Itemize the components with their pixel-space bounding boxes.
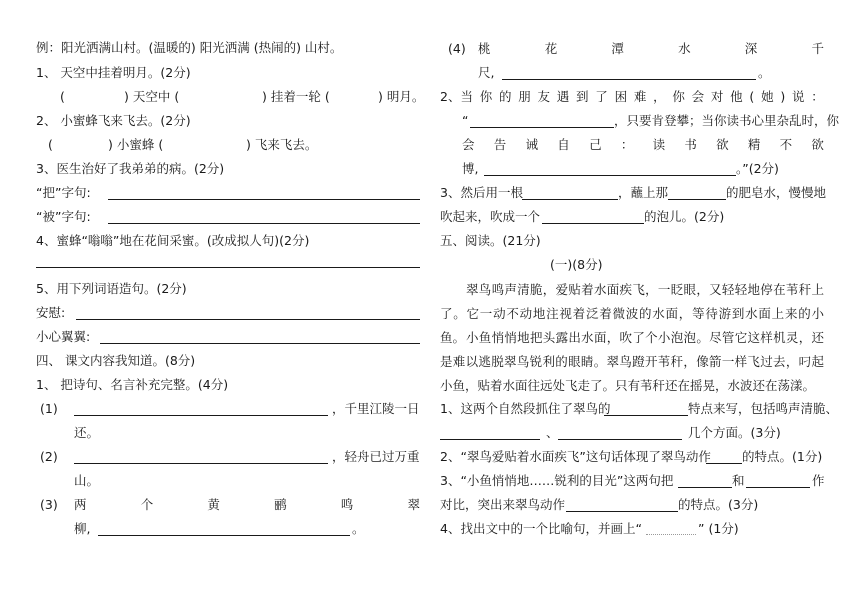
r4-char: 桃 [478,41,491,56]
poem3-char: 个 [140,497,154,512]
poem1-cont: 还。 [74,425,100,440]
rq2-char: ： [620,137,634,152]
rq2-end: 。”(2分) [736,161,779,176]
poem1-blank[interactable] [74,415,328,416]
rq-r1-blank1[interactable] [604,415,688,416]
rq2-char: 他 [730,89,743,104]
poem3-cont: 柳, [74,521,91,536]
r4-char: 花 [544,41,558,56]
q2-paren-open: ( [48,137,53,152]
r4-line [478,41,824,57]
rq3-blank1[interactable] [522,199,618,200]
poem2-num: (2) [40,449,58,464]
q2-title: 2、 小蜜蜂飞来飞去。(2分) [36,113,191,128]
rq2-char: 朋 [518,89,531,104]
q5-word2-blank[interactable] [100,343,420,344]
rq2-char: 2、当 [440,89,473,104]
section5-title: 五、阅读。(21分) [440,233,541,248]
q3-ba-label: “把”字句: [36,185,91,200]
q1-paren-open: ( [60,89,65,104]
rq-r1-blank3[interactable] [558,439,682,440]
rq2-char: 她 [761,89,774,104]
rq2-char: 诫 [525,137,539,152]
rq-r3-t2: 和 [732,473,745,488]
q1-title: 1、 天空中挂着明月。(2分) [36,65,191,80]
q3-ba-blank[interactable] [108,199,420,200]
rq2-char: 困 [614,89,628,104]
rq-r3-t1: 3、“小鱼悄悄地……锐利的目光”这两句把 [440,473,674,488]
rq2-char: 对 [710,89,724,104]
q2-text-b: ) 飞来飞去。 [246,137,318,152]
poem2-cont: 山。 [74,473,100,488]
poem3-line [74,497,420,513]
rq-r4-t2: ” (1分) [698,521,739,536]
poem3-char: 黄 [207,497,220,512]
r4-end: 。 [758,65,771,80]
rq2-char: 读 [652,137,666,152]
poem2-blank[interactable] [74,463,328,464]
rq3-t4: 吹起来，吹成一个 [440,209,541,224]
rq2-open-quote: “ [462,113,469,128]
rq-r1-t3: 、 [546,425,559,440]
poem3-char: 鸣 [340,497,354,512]
poem3-char: 鹂 [274,497,287,512]
rq2-char: 己 [589,137,602,152]
rq2-char: 会 [462,137,475,152]
rq2-line1 [440,89,824,105]
poem3-char: 翠 [407,497,420,512]
rq2-char: 欲 [716,137,729,152]
rq2-char: 说 [791,89,805,104]
rq-r1-blank2[interactable] [440,439,540,440]
rq2-char: 了 [595,89,608,104]
rq2-char: 的 [498,89,512,104]
poem3-end: 。 [352,521,365,536]
rq2-char: 遇 [556,89,570,104]
passage-paragraph-2: 小鱼悄悄地把头露出水面，吹了个小泡泡。尽管它这样机灵，还是难以逃脱翠鸟锐利的眼睛。翠鸟蹬开苇秆，像箭一样飞过去，叼起小鱼，贴着水面往远处飞走了。只有苇秆还在摇晃，水波还在荡漾。 [440,330,824,393]
poem3-char: 两 [74,497,87,512]
rq2-line3 [462,137,824,153]
rq2-char: 欲 [811,137,824,152]
q2-text-a: ) 小蜜蜂 ( [108,137,164,152]
rq-r3-blank3[interactable] [566,511,678,512]
rq2-mid: ，只要肯登攀；当你读书心里杂乱时，你 [614,113,840,128]
poem3-blank[interactable] [98,535,350,536]
rq2-char: 自 [557,137,570,152]
rq2-char: 到 [576,89,589,104]
r4-char: 深 [744,41,758,56]
poem1-tail: ，千里江陵一日 [332,401,420,416]
rq2-char: 不 [779,137,793,152]
rq-r2-t2: 的特点。(1分) [742,449,823,464]
rq3-t1: 3、然后用一根 [440,185,523,200]
rq-r1-t4: 几个方面。(3分) [688,425,781,440]
rq2-char: ： [811,89,824,104]
rq-r1-t2: 特点来写，包括鸣声清脆、 [688,401,839,416]
rq-r2-t1: 2、“翠鸟爱贴着水面疾飞”这句话体现了翠鸟动作 [440,449,711,464]
rq2-char: ( [749,89,755,104]
rq2-char: 书 [684,137,697,152]
rq-r3-blank1[interactable] [678,487,732,488]
q4-title: 4、蜜蜂“嗡嗡”地在花间采蜜。(改成拟人句)(2分) [36,233,310,248]
rq2-char: 友 [537,89,551,104]
rq3-t3: 的肥皂水，慢慢地 [726,185,827,200]
rq3-blank3[interactable] [542,223,644,224]
rq3-t5: 的泡儿。(2分) [644,209,725,224]
rq-r3-blank2[interactable] [746,487,810,488]
rq2-char: 你 [672,89,685,104]
rq2-blank2[interactable] [484,175,736,176]
rq2-char: ) [780,89,786,104]
r4-num: (4) [448,41,466,56]
rq2-char: 难 [633,89,647,104]
rq3-t2: ，蘸上那 [618,185,669,200]
q5-word1-blank[interactable] [76,319,420,320]
q1-text-a: ) 天空中 ( [124,89,180,104]
q3-bei-blank[interactable] [108,223,420,224]
rq3-blank2[interactable] [668,199,726,200]
example-line: 例：阳光洒满山村。(温暖的) 阳光洒满 (热闹的) 山村。 [36,40,343,55]
poem2-tail: ，轻舟已过万重 [332,449,420,464]
rq-r3-t4: 对比，突出来翠鸟动作 [440,497,566,512]
rq2-bo: 博, [462,161,479,176]
section4-title: 四、 课文内容我知道。(8分) [36,353,196,368]
q4-blank[interactable] [36,267,420,268]
rq2-char: 告 [493,137,507,152]
rq-r4-t1: 4、找出文中的一个比喻句，并画上“ [440,521,642,536]
poem3-num: (3) [40,497,58,512]
section4-q1-title: 1、 把诗句、名言补充完整。(4分) [36,377,229,392]
q5-word2-label: 小心翼翼: [36,329,91,344]
rq2-blank1[interactable] [470,127,614,128]
q5-title: 5、用下列词语造句。(2分) [36,281,187,296]
q1-text-b: ) 挂着一轮 ( [262,89,330,104]
q3-title: 3、医生治好了我弟弟的病。(2分) [36,161,225,176]
q3-bei-label: “被”字句: [36,209,91,224]
r4-blank[interactable] [502,79,756,80]
rq2-char: 你 [479,89,493,104]
q5-word1-label: 安慰: [36,305,66,320]
rq2-char: 会 [691,89,705,104]
rq-r1-t1: 1、这两个自然段抓住了翠鸟的 [440,401,611,416]
q1-text-c: ) 明月。 [378,89,425,104]
r4-char: 潭 [611,41,624,56]
rq2-char: 精 [747,137,761,152]
rq-r2-blank[interactable] [706,463,742,464]
r4-char: 水 [678,41,691,56]
passage-paragraph-1: 翠鸟鸣声清脆，爱贴着水面疾飞，一眨眼，又轻轻地停在苇秆上了。它一动不动地注视着泛着微波的水面，等待游到水面上来的小鱼。 [440,282,824,345]
poem1-num: (1) [40,401,58,416]
r4-cont: 尺, [478,65,495,80]
rq-r4-wavy-mark [646,534,696,535]
r4-char: 千 [811,41,824,56]
rq-r3-t3: 作 [812,473,825,488]
rq-r3-t5: 的特点。(3分) [678,497,759,512]
rq2-char: ， [653,89,666,104]
section5-subtitle: (一)(8分) [550,257,603,272]
